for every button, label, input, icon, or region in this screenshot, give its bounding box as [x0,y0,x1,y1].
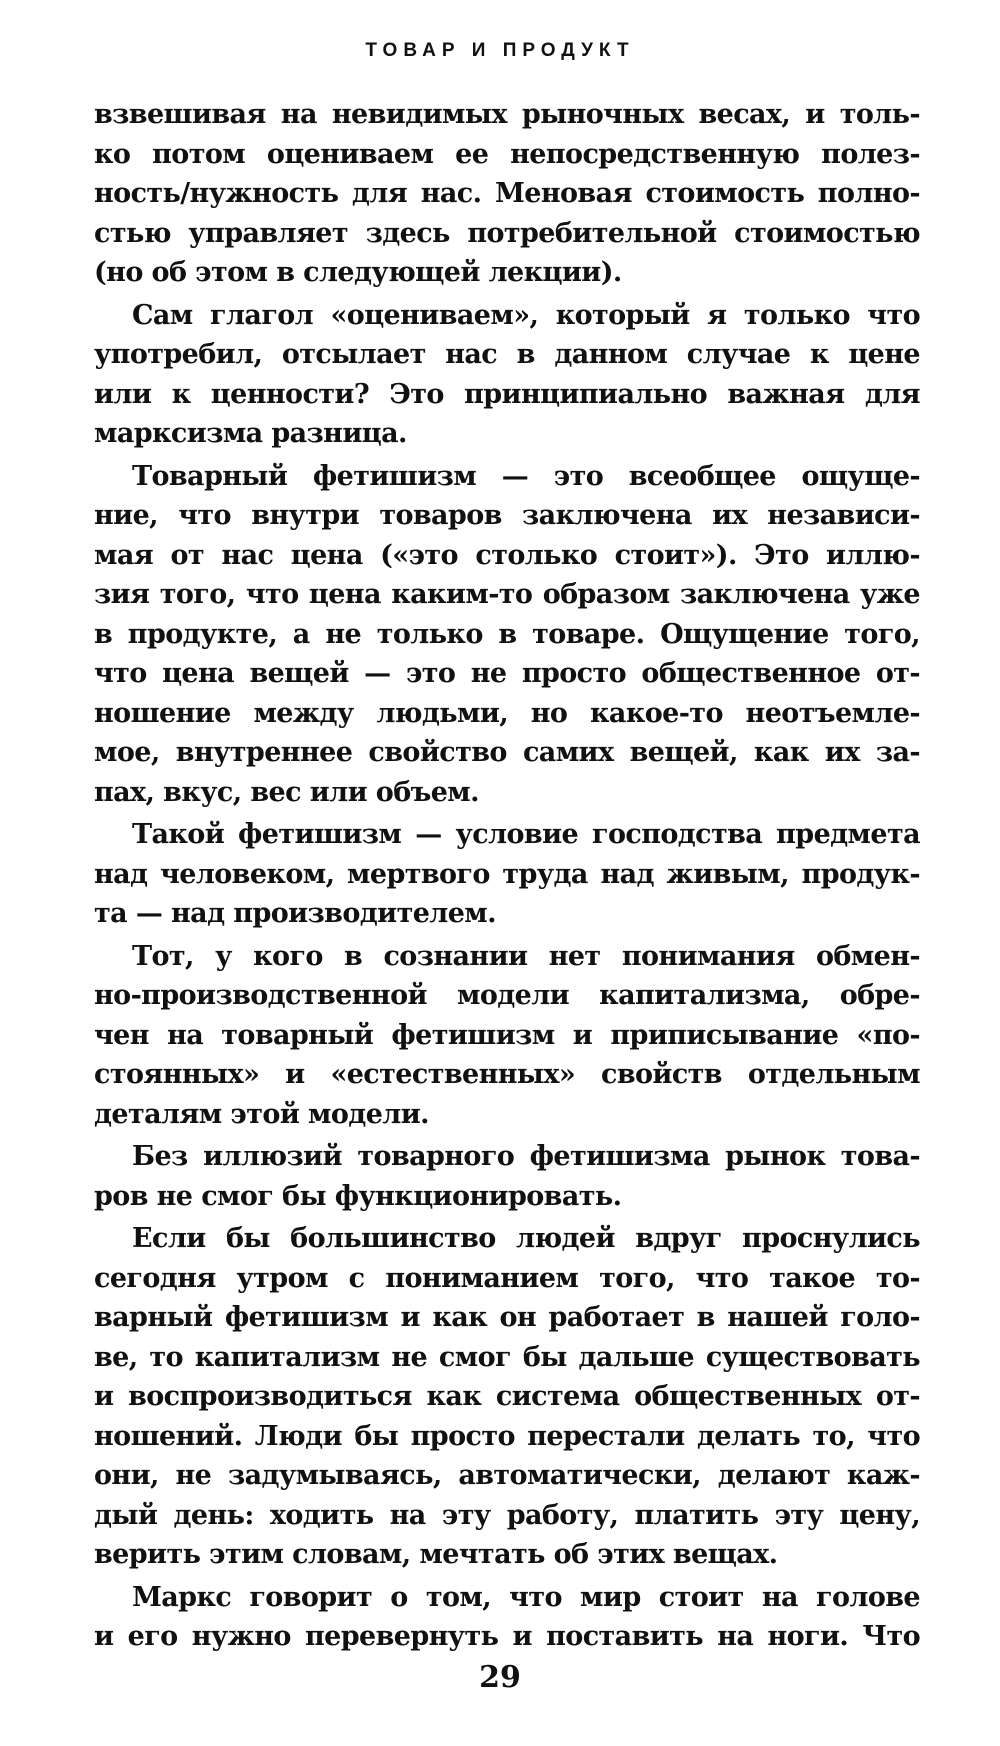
text-line: стью управляет здесь потребительной стоимостью [94,217,920,249]
text-line: или к ценности? Это принципиально важная для [94,378,920,410]
paragraph [94,296,920,454]
text-line: зия того, что цена каким-то образом заключена уже [94,579,920,610]
text-line: стоянных» и «естественных» свойств отдельным [94,1059,920,1090]
paragraph [94,815,920,934]
text-line: употребил, отсылает нас в данном случае к цене [94,339,920,370]
text-line: Такой фетишизм — условие господства предмета [132,819,920,850]
text-line: Товарный фетишизм — это всеобщее ощуще- [132,460,920,492]
paragraph [94,457,920,813]
paragraph [94,937,920,1135]
text-line: (но об этом в следующей лекции). [94,257,622,288]
text-line: ность/нужность для нас. Меновая стоимость полно- [94,178,920,209]
body-text [94,95,920,1657]
text-line: деталям этой модели. [94,1098,429,1130]
text-line: та — над производителем. [94,898,496,929]
text-line: дый день: ходить на эту работу, платить эту цену, [94,1499,920,1531]
paragraph [94,1578,920,1657]
text-line: мое, внутреннее свойство самих вещей, как их за- [94,737,920,768]
text-line: мая от нас цена («это столько стоит»). Это иллю- [94,539,920,571]
text-line: верить этим словам, мечтать об этих вещах. [94,1539,778,1570]
text-line: ве, то капитализм не смог бы дальше существовать [94,1341,920,1373]
paragraph [94,95,920,293]
text-line: взвешивая на невидимых рыночных весах, и толь- [94,99,920,130]
page-number: 29 [479,1660,521,1695]
text-line: Если бы большинство людей вдруг проснулись [132,1223,920,1254]
paragraph [94,1219,920,1575]
text-line: Тот, у кого в сознании нет понимания обмен- [132,940,920,972]
text-line: и воспроизводиться как система общественных от- [94,1381,920,1412]
text-line: Сам глагол «оцениваем», который я только что [132,299,920,331]
text-line: что цена вещей — это не просто общественное от- [94,658,920,689]
running-title: ТОВАР И ПРОДУКТ [365,40,635,61]
text-line: Маркс говорит о том, что мир стоит на голове [132,1581,920,1613]
text-line: ров не смог бы функционировать. [94,1180,622,1212]
text-line: Без иллюзий товарного фетишизма рынок това- [132,1141,920,1172]
text-line: над человеком, мертвого труда над живым, продук- [94,858,920,890]
paragraph [94,1137,920,1216]
text-line: варный фетишизм и как он работает в нашей голо- [94,1302,920,1333]
text-line: пах, вкус, вес или объем. [94,776,479,808]
text-line: и его нужно перевернуть и поставить на ноги. Что [94,1621,920,1652]
text-line: ние, что внутри товаров заключена их независи- [94,500,920,531]
text-line: но-производственной модели капитализма, обре- [94,980,920,1011]
text-line: ношений. Люди бы просто перестали делать то, что [94,1420,920,1452]
text-line: ко потом оцениваем ее непосредственную полез- [94,138,920,170]
text-line: марксизма разница. [94,418,407,449]
text-line: сегодня утром с пониманием того, что такое то- [94,1262,920,1294]
text-line: в продукте, а не только в товаре. Ощущение того, [94,618,920,650]
text-line: чен на товарный фетишизм и приписывание «по- [94,1019,920,1051]
text-line: ношение между людьми, но какое-то неотъемле- [94,697,920,729]
text-line: они, не задумываясь, автоматически, делают каж- [94,1460,920,1491]
